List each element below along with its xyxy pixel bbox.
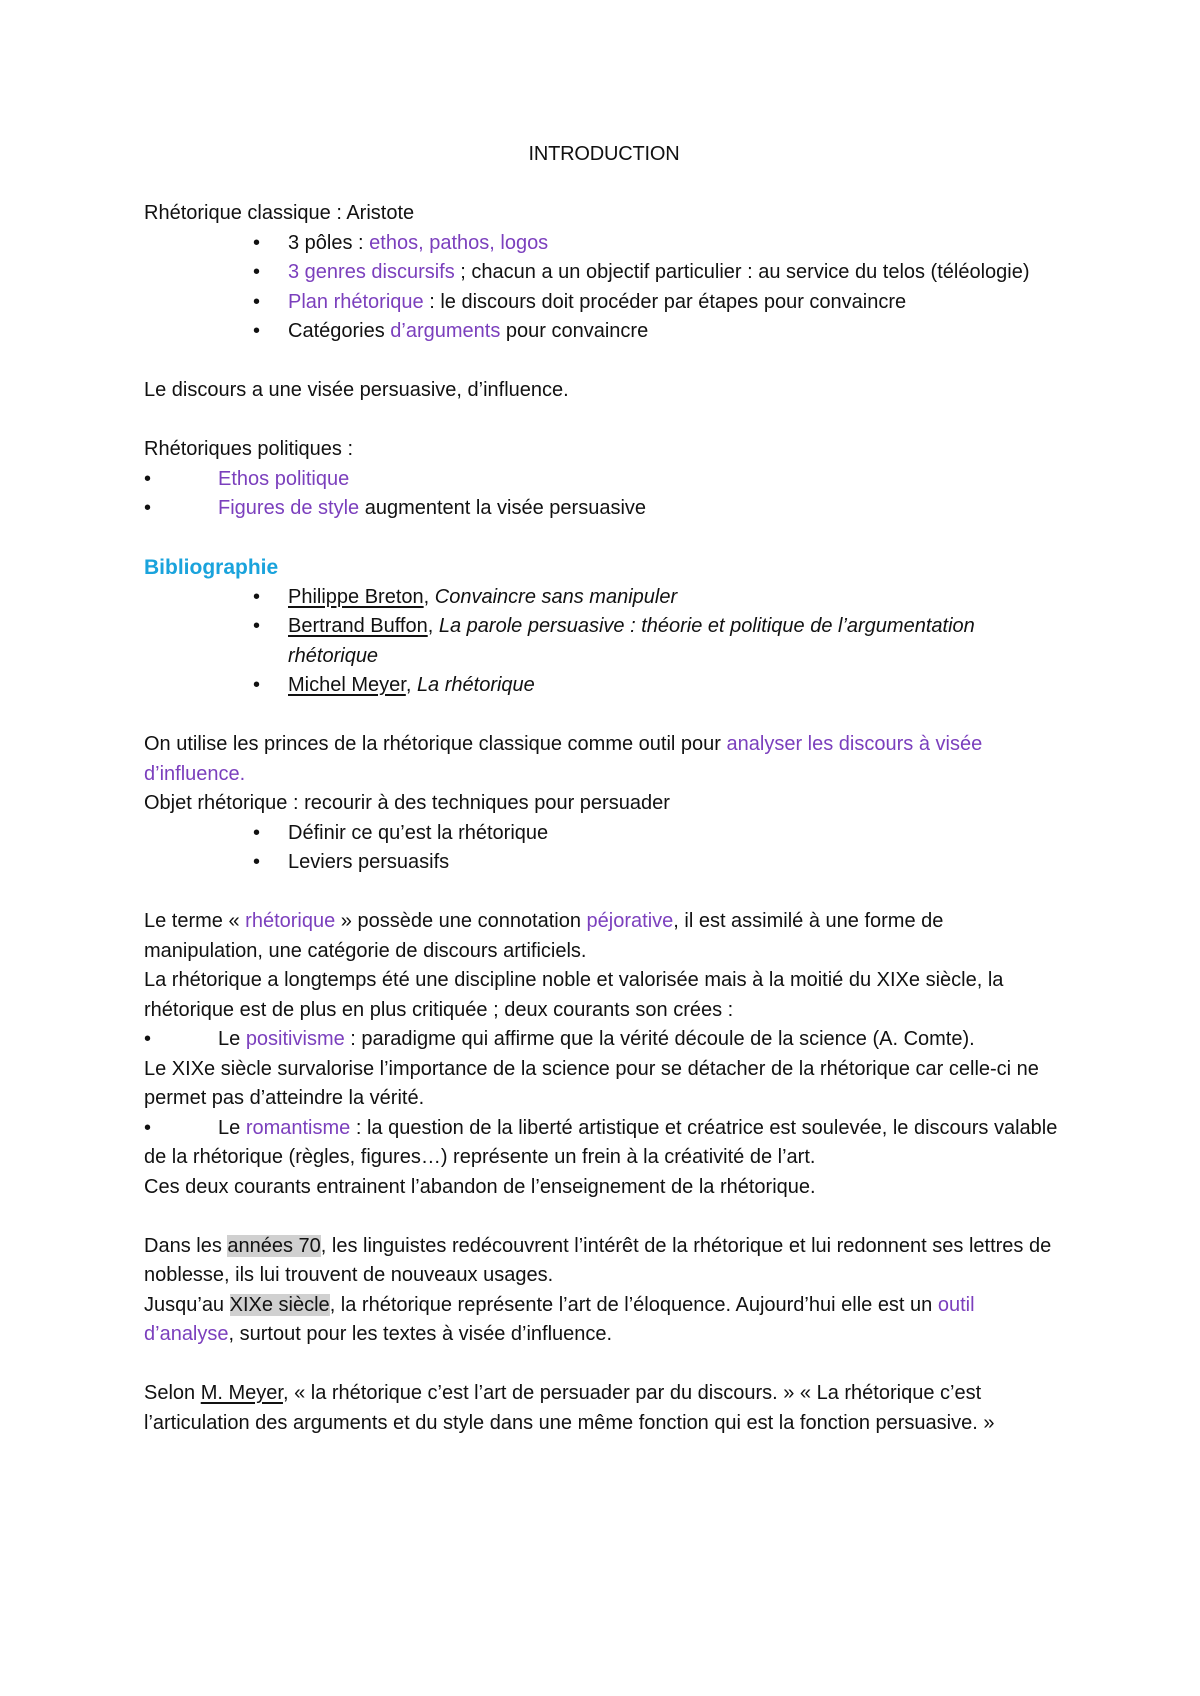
list-item: • Leviers persuasifs — [288, 848, 1064, 878]
paragraph: Le XIXe siècle survalorise l’importance de la science pour se détacher de la rhétorique car celle-ci ne permet pas d’atteindre la vérité. — [144, 1057, 1039, 1109]
bibliography-list — [144, 583, 1064, 701]
bullet-paragraph: • Le romantisme : la question de la liberté artistique et créatrice est soulevée, le discours valable de la rhétorique (règles, figures…) représente un frein à la créativité de l’art. — [144, 1116, 1058, 1168]
page-title: INTRODUCTION — [528, 143, 680, 165]
section-intro-politiques: Rhétoriques politiques : — [144, 438, 354, 460]
paragraph: Le terme « rhétorique » possède une connotation péjorative, il est assimilé à une forme de manipulation, une catégorie de discours artificiels. — [144, 910, 944, 962]
list-item: • 3 pôles : ethos, pathos, logos — [288, 229, 1064, 259]
bibliography-heading: Bibliographie — [144, 556, 279, 579]
bibliography-item: • Bertrand Buffon, La parole persuasive : théorie et politique de l’argumentation rhétorique — [288, 612, 1064, 671]
paragraph: La rhétorique a longtemps été une discipline noble et valorisée mais à la moitié du XIXe siècle, la rhétorique est de plus en plus critiquée ; deux courants son crées : — [144, 969, 1004, 1021]
list-item: • 3 genres discursifs ; chacun a un objectif particulier : au service du telos (téléologie) — [288, 258, 1064, 288]
politiques-list — [144, 465, 1064, 524]
list-item: • Figures de style augmentent la visée persuasive — [218, 494, 1064, 524]
list-item: • Définir ce qu’est la rhétorique — [288, 819, 1064, 849]
list-item: • Catégories d’arguments pour convaincre — [288, 317, 1064, 347]
list-item: • Plan rhétorique : le discours doit procéder par étapes pour convaincre — [288, 288, 1064, 318]
highlight: années 70 — [227, 1234, 321, 1257]
paragraph: Dans les années 70, les linguistes redécouvrent l’intérêt de la rhétorique et lui redonnent ses lettres de noblesse, ils lui trouvent de nouveaux usages. — [144, 1234, 1052, 1286]
aristote-list — [144, 229, 1064, 347]
bibliography-item: • Michel Meyer, La rhétorique — [288, 671, 1064, 701]
paragraph: Objet rhétorique : recourir à des techniques pour persuader — [144, 792, 670, 814]
list-item: • Ethos politique — [218, 465, 1064, 495]
highlight: XIXe siècle — [229, 1293, 330, 1316]
paragraph: Jusqu’au XIXe siècle, la rhétorique représente l’art de l’éloquence. Aujourd’hui elle est un outil d’analyse, surtout pour les textes à visée d’influence. — [144, 1293, 975, 1345]
objet-list — [144, 819, 1064, 878]
paragraph: Le discours a une visée persuasive, d’influence. — [144, 379, 569, 401]
bullet-paragraph: • Le positivisme : paradigme qui affirme que la vérité découle de la science (A. Comte). — [144, 1028, 975, 1050]
section-intro-aristote: Rhétorique classique : Aristote — [144, 202, 415, 224]
document-body — [144, 140, 1064, 1438]
bibliography-item: • Philippe Breton, Convaincre sans manipuler — [288, 583, 1064, 613]
quote-paragraph: Selon M. Meyer, « la rhétorique c’est l’art de persuader par du discours. » « La rhétorique c’est l’articulation des arguments et du style dans une même fonction qui est la fonction persuasive. » — [144, 1382, 995, 1434]
paragraph: Ces deux courants entrainent l’abandon de l’enseignement de la rhétorique. — [144, 1175, 816, 1198]
paragraph: On utilise les princes de la rhétorique classique comme outil pour analyser les discours à visée d’influence. — [144, 733, 983, 785]
